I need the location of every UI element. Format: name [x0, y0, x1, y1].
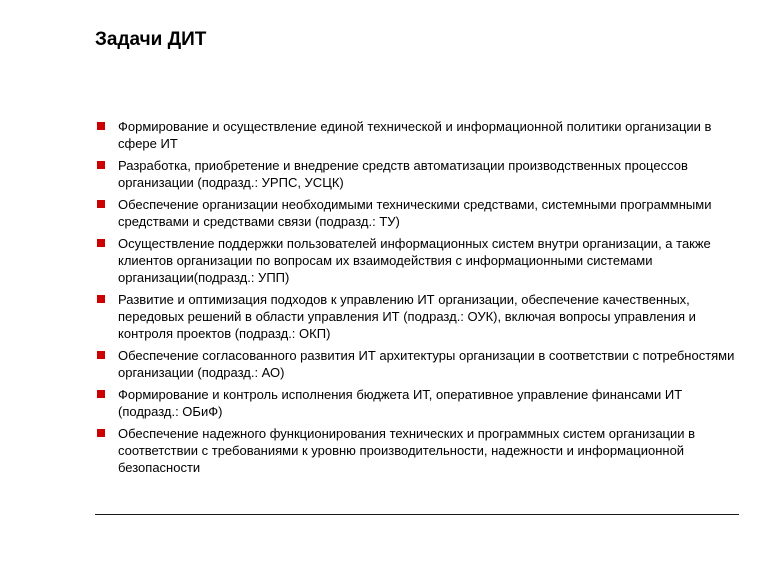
- square-bullet-icon: [97, 295, 105, 303]
- list-item: [97, 347, 737, 381]
- list-item-text: Формирование и осуществление единой технической и информационной политики организации в сфере ИТ: [118, 119, 712, 152]
- list-item: [97, 425, 737, 477]
- list-item: [97, 386, 737, 420]
- list-item-text: Обеспечение согласованного развития ИТ архитектуры организации в соответствии с потребностями организации (подразд.: АО): [118, 347, 735, 381]
- square-bullet-icon: [97, 429, 105, 437]
- square-bullet-icon: [97, 390, 105, 398]
- list-item-text: Обеспечение надежного функционирования технических и программных систем организации в соответствии с требованиями к уровню производительности, надежности и информационной безопасности: [118, 425, 696, 476]
- list-item: [97, 235, 737, 287]
- list-item-text: Формирование и контроль исполнения бюджета ИТ, оперативное управление финансами ИТ (подразд.: ОБиФ): [118, 386, 683, 420]
- task-list: [97, 118, 737, 481]
- square-bullet-icon: [97, 351, 105, 359]
- list-item-text: Развитие и оптимизация подходов к управлению ИТ организации, обеспечение качественных, передовых решений в области управления ИТ (подразд.: ОУК), включая вопросы управления и контроля проектов (подразд.: ОКП): [118, 291, 696, 342]
- list-item: [97, 291, 737, 343]
- list-item-text: Обеспечение организации необходимыми техническими средствами, системными программными средствами и средствами связи (подразд.: ТУ): [118, 196, 712, 230]
- list-item: [97, 157, 737, 191]
- list-item: [97, 196, 737, 230]
- square-bullet-icon: [97, 161, 105, 169]
- square-bullet-icon: [97, 200, 105, 208]
- slide-title: Задачи ДИТ: [95, 29, 207, 50]
- square-bullet-icon: [97, 122, 105, 130]
- square-bullet-icon: [97, 239, 105, 247]
- list-item-text: Осуществление поддержки пользователей информационных систем внутри организации, а также клиентов организации по вопросам их взаимодействия с информационными системами организации(подразд.: УПП): [118, 235, 711, 286]
- list-item-text: Разработка, приобретение и внедрение средств автоматизации производственных процессов организации (подразд.: УРПС, УСЦК): [118, 157, 688, 191]
- list-item: [97, 118, 737, 152]
- footer-divider: [95, 514, 739, 515]
